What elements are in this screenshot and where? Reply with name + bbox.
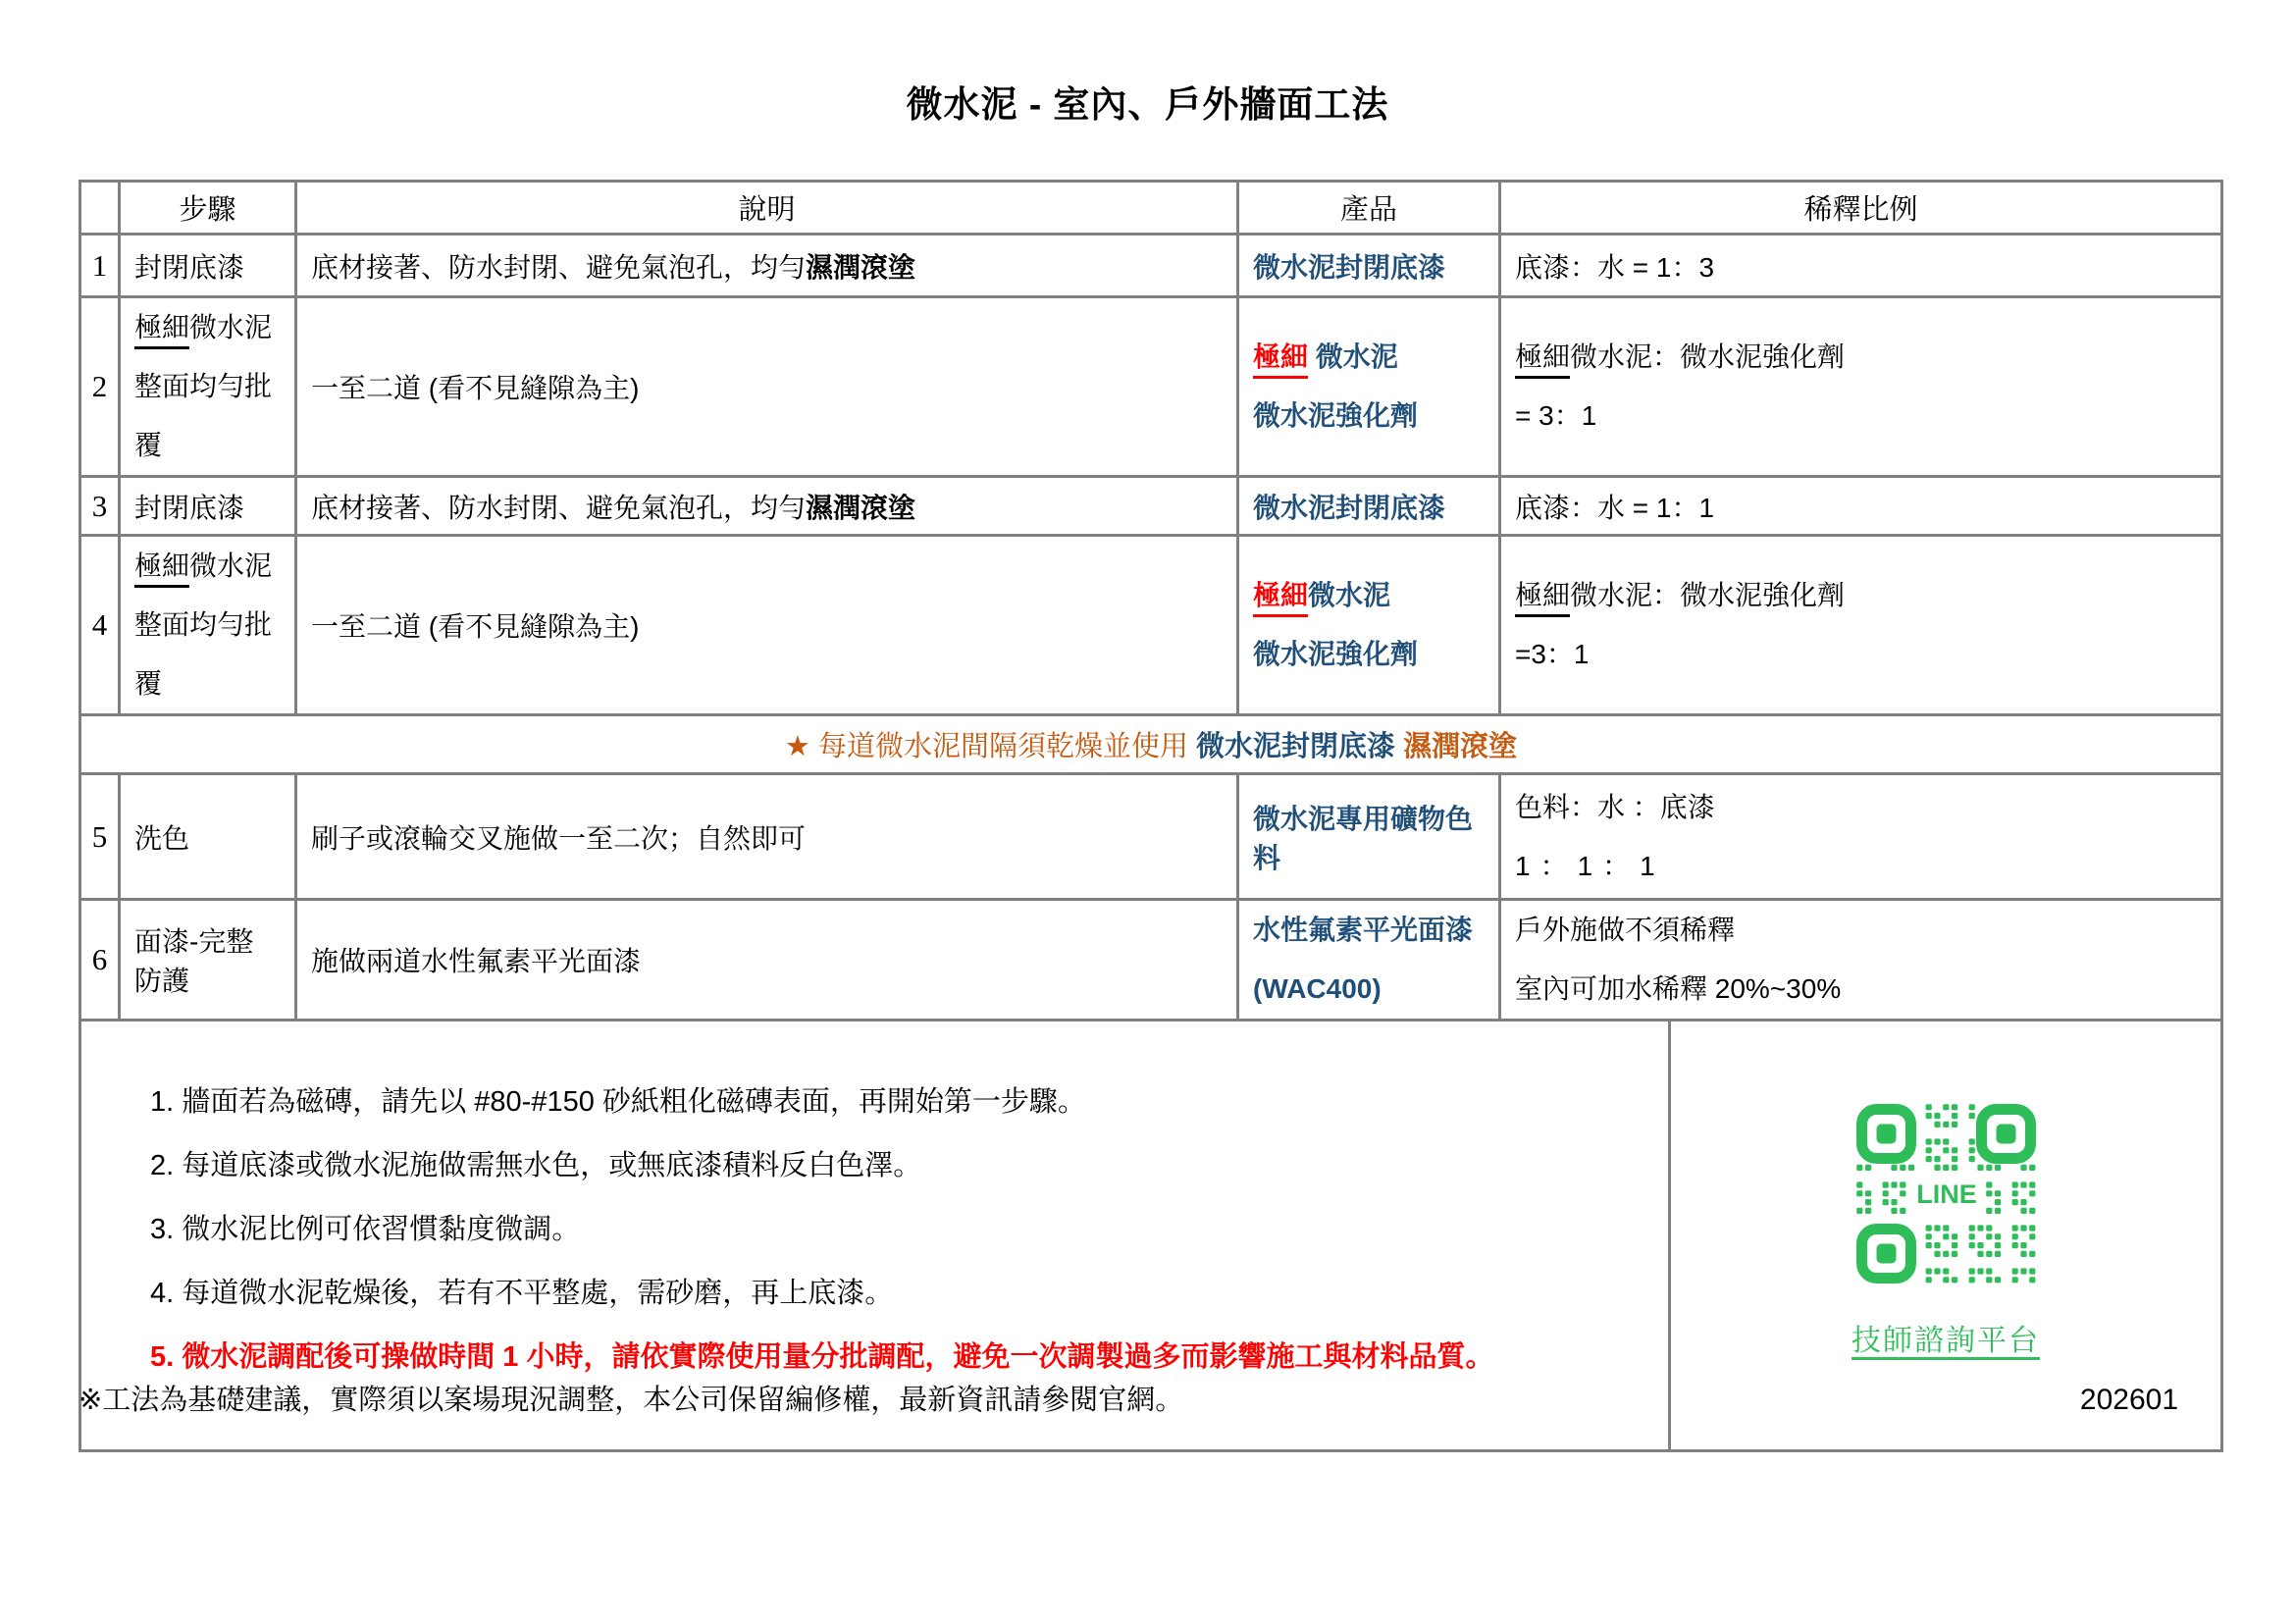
interim-note-method: 濕潤滾塗	[1403, 731, 1518, 762]
ratio-rest: 微水泥：微水泥強化劑	[1570, 580, 1846, 610]
line-brand-label: LINE	[1915, 1179, 1977, 1209]
step-number: 1	[80, 235, 120, 297]
step-row-4	[80, 536, 2222, 715]
note-item-4: 4. 每道微水泥乾燥後，若有不平整處，需砂磨，再上底漆。	[150, 1278, 894, 1309]
note-item-3: 3. 微水泥比例可依習慣黏度微調。	[150, 1214, 581, 1245]
dilution-ratio	[1500, 774, 2222, 900]
ratio-line2: 1：1：1	[1515, 850, 1665, 881]
interim-note-product: 微水泥封閉底漆	[1196, 731, 1404, 762]
header-product: 產品	[1238, 182, 1500, 235]
underlined-term: 極細	[1515, 580, 1570, 617]
description-bold-text: 濕潤滾塗	[806, 492, 916, 523]
step-row-1	[80, 235, 2222, 297]
dilution-ratio: 底漆：水 = 1：3	[1500, 235, 2222, 297]
product-name-line1: 水性氟素平光面漆	[1253, 915, 1474, 945]
description-bold-text: 濕潤滾塗	[806, 251, 916, 283]
ratio-line2: = 3：1	[1515, 400, 1597, 431]
step-description: 一至二道 (看不見縫隙為主)	[296, 297, 1238, 477]
step-description	[296, 477, 1238, 536]
header-no	[80, 182, 120, 235]
step-number: 6	[80, 900, 120, 1021]
description-text: 底材接著、防水封閉、避免氣泡孔，均勻	[311, 492, 807, 523]
page-title: 微水泥 - 室內、戶外牆面工法	[906, 84, 1389, 125]
description-text: 底材接著、防水封閉、避免氣泡孔，均勻	[311, 251, 807, 283]
product-name	[1238, 536, 1500, 715]
dilution-ratio: 底漆：水 = 1：1	[1500, 477, 2222, 536]
step-description	[296, 235, 1238, 297]
interim-note	[80, 715, 2222, 774]
line-qr-code-icon	[1855, 1103, 2037, 1284]
underlined-term: 極細	[134, 312, 189, 349]
step-number: 4	[80, 536, 120, 715]
ratio-line1: 色料：水 ：底漆	[1515, 791, 1715, 822]
page-footer	[78, 1378, 2178, 1418]
step-name	[120, 297, 296, 477]
step-row-6	[80, 900, 2222, 1021]
star-icon: ★	[784, 731, 810, 762]
underlined-term: 極細	[134, 550, 189, 588]
disclaimer-text: ※工法為基礎建議，實際須以案場現況調整，本公司保留編修權，最新資訊請參閱官網。	[78, 1385, 1184, 1416]
step-name-line2: 整面均勻批覆	[134, 371, 273, 460]
step-row-3	[80, 477, 2222, 536]
product-name: 微水泥封閉底漆	[1238, 235, 1500, 297]
product-code: (WAC400)	[1253, 973, 1382, 1004]
process-table	[78, 180, 2223, 1452]
ratio-line2: 室內可加水稀釋 20%~30%	[1515, 973, 1842, 1004]
product-name-rest: 微水泥	[1308, 580, 1391, 610]
step-row-2	[80, 297, 2222, 477]
ratio-line1: 戶外施做不須稀釋	[1515, 915, 1736, 945]
step-description: 施做兩道水性氟素平光面漆	[296, 900, 1238, 1021]
dilution-ratio	[1500, 536, 2222, 715]
step-number: 2	[80, 297, 120, 477]
step-number: 3	[80, 477, 120, 536]
note-item-1: 1. 牆面若為磁磚，請先以 #80-#150 砂紙粗化磁磚表面，再開始第一步驟。	[150, 1086, 1086, 1118]
step-description: 刷子或滾輪交叉施做一至二次；自然即可	[296, 774, 1238, 900]
highlighted-term: 極細	[1253, 341, 1308, 379]
header-dilution-ratio: 稀釋比例	[1500, 182, 2222, 235]
step-name: 洗色	[120, 774, 296, 900]
product-name-line2: 微水泥強化劑	[1253, 400, 1419, 431]
step-row-5	[80, 774, 2222, 900]
header-description: 說明	[296, 182, 1238, 235]
step-number: 5	[80, 774, 120, 900]
underlined-term: 極細	[1515, 341, 1570, 379]
step-name: 封閉底漆	[120, 235, 296, 297]
note-item-2: 2. 每道底漆或微水泥施做需無水色，或無底漆積料反白色澤。	[150, 1150, 922, 1181]
note-item-5-warning: 5. 微水泥調配後可操做時間 1 小時，請依實際使用量分批調配，避免一次調製過多而影響施工與材料品質。	[150, 1341, 1494, 1373]
dilution-ratio	[1500, 900, 2222, 1021]
ratio-rest: 微水泥：微水泥強化劑	[1570, 341, 1846, 372]
highlighted-term: 極細	[1253, 580, 1308, 617]
dilution-ratio	[1500, 297, 2222, 477]
interim-note-text: 每道微水泥間隔須乾燥並使用	[809, 731, 1197, 762]
interim-note-row	[80, 715, 2222, 774]
ratio-line2: =3：1	[1515, 639, 1590, 669]
product-name: 微水泥封閉底漆	[1238, 477, 1500, 536]
step-name-rest: 微水泥	[189, 312, 273, 342]
step-name: 封閉底漆	[120, 477, 296, 536]
step-name	[120, 536, 296, 715]
version-code: 202601	[2079, 1384, 2178, 1416]
step-description: 一至二道 (看不見縫隙為主)	[296, 536, 1238, 715]
technician-consult-link[interactable]: 技師諮詢平台	[1852, 1324, 2040, 1357]
header-row	[80, 182, 2222, 235]
product-name-line2: 微水泥強化劑	[1253, 639, 1419, 669]
step-name-rest: 微水泥	[189, 550, 273, 581]
header-step: 步驟	[120, 182, 296, 235]
product-name	[1238, 900, 1500, 1021]
step-name-line2: 整面均勻批覆	[134, 609, 273, 699]
step-name: 面漆-完整防護	[120, 900, 296, 1021]
product-name	[1238, 297, 1500, 477]
product-name-rest: 微水泥	[1308, 341, 1398, 372]
product-name: 微水泥專用礦物色料	[1238, 774, 1500, 900]
